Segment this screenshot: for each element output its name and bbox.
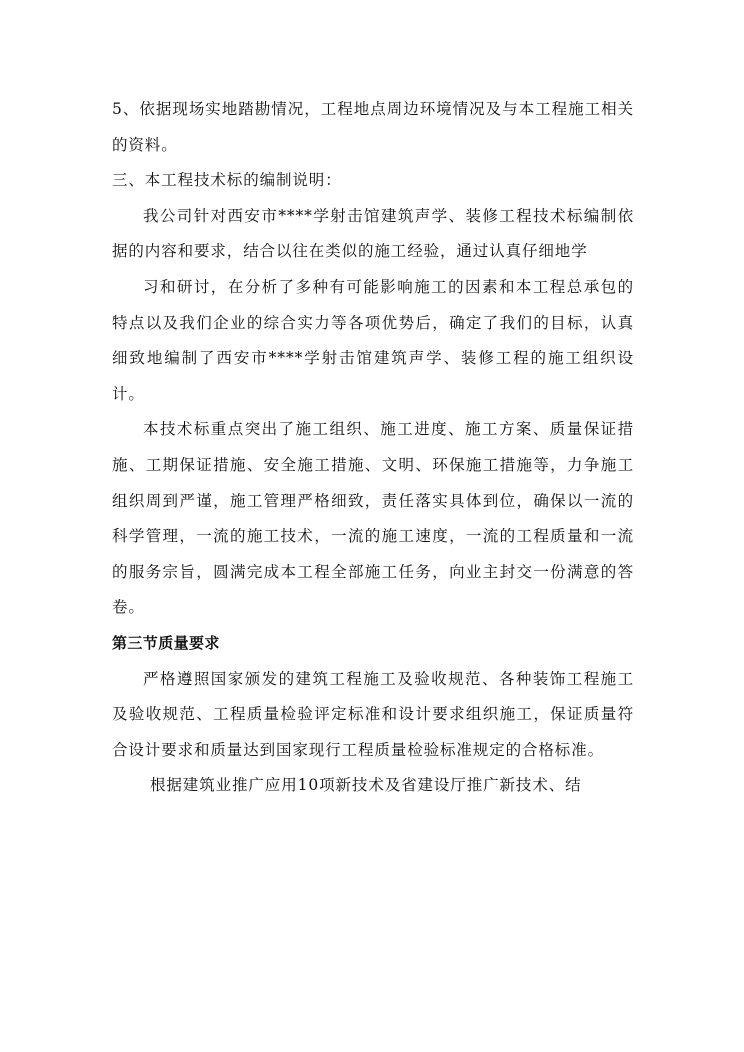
paragraph-quality-standards: 严格遵照国家颁发的建筑工程施工及验收规范、各种装饰工程施工及验收规范、工程质量检验评定标准和设计要求组织施工，保证质量符合设计要求和质量达到国家现行工程质量检验标准规定的合格标准。: [112, 669, 634, 759]
paragraph-new-technology: 根据建筑业推广应用10项新技术及省建设厅推广新技术、结: [150, 776, 582, 795]
paragraph-compilation-basis: 我公司针对西安市****学射击馆建筑声学、装修工程技术标编制依据的内容和要求，结合以往在类似的施工经验，通过认真仔细地学: [112, 206, 634, 261]
paragraph-study-research: 习和研讨，在分析了多种有可能影响施工的因素和本工程总承包的特点以及我们企业的综合实力等各项优势后，确定了我们的目标，认真细致地编制了西安市****学射击馆建筑声学、装修工程的施工组织设计。: [112, 277, 634, 403]
paragraph-basis-item-5: 5、依据现场实地踏勘情况，工程地点周边环境情况及与本工程施工相关的资料。: [112, 100, 634, 154]
document-body: [112, 92, 634, 804]
paragraph-key-points: 本技术标重点突出了施工组织、施工进度、施工方案、质量保证措施、工期保证措施、安全施工措施、文明、环保施工措施等，力争施工组织周到严谨，施工管理严格细致，责任落实具体到位，确保以一流的科学管理，一流的施工技术，一流的施工速度，一流的工程质量和一流的服务宗旨，圆满完成本工程全部施工任务，向业主封交一份满意的答卷。: [112, 420, 634, 617]
section-heading-compilation-notes: 三、本工程技术标的编制说明：: [112, 171, 342, 190]
section-title-quality-requirements: 第三节质量要求: [112, 633, 220, 652]
